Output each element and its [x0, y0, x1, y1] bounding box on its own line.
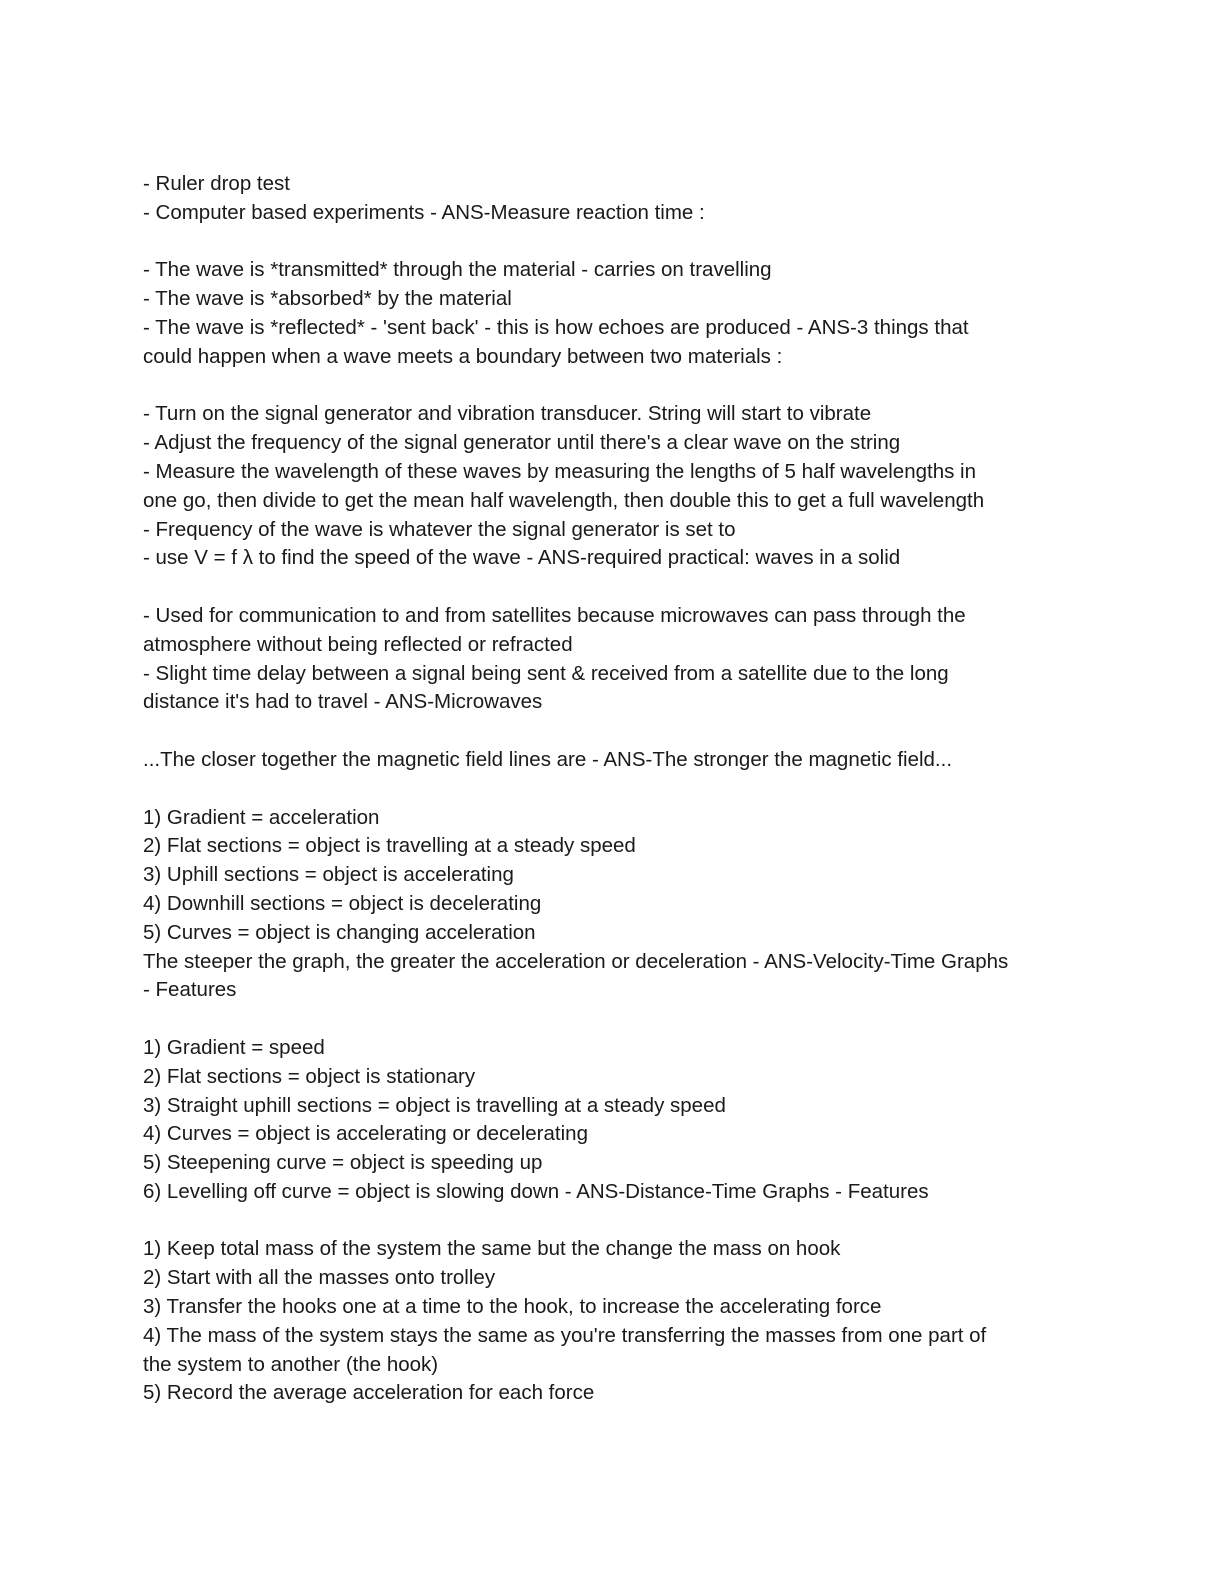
paragraph-gap: [143, 573, 1083, 602]
text-line: - Frequency of the wave is whatever the signal generator is set to: [143, 517, 736, 541]
paragraph-gap: [143, 1005, 1083, 1034]
text-line: - Slight time delay between a signal being sent & received from a satellite due to the long: [143, 661, 949, 685]
text-line: 5) Curves = object is changing acceleration: [143, 920, 536, 944]
text-line: 2) Flat sections = object is travelling at a steady speed: [143, 834, 636, 858]
text-line: 4) Downhill sections = object is decelerating: [143, 891, 542, 915]
text-line: 2) Start with all the masses onto trolley: [143, 1266, 496, 1290]
text-line: 1) Keep total mass of the system the same but the change the mass on hook: [143, 1237, 841, 1261]
text-line: distance it's had to travel - ANS-Microwaves: [143, 690, 543, 714]
text-line: 3) Transfer the hooks one at a time to the hook, to increase the accelerating force: [143, 1295, 882, 1319]
paragraph-gap: [143, 372, 1083, 401]
text-line: - Computer based experiments - ANS-Measure reaction time :: [143, 200, 705, 224]
paragraph-gap: [143, 228, 1083, 257]
paragraph-reaction-time: [143, 170, 1083, 228]
paragraph-gap: [143, 1207, 1083, 1236]
paragraph-microwaves: [143, 602, 1083, 717]
text-line: 4) The mass of the system stays the same as you're transferring the masses from one part of: [143, 1323, 987, 1347]
text-line: - Features: [143, 978, 237, 1002]
text-line: 4) Curves = object is accelerating or decelerating: [143, 1122, 588, 1146]
document-page: [143, 170, 1083, 1408]
text-line: one go, then divide to get the mean half wavelength, then double this to get a full wavelength: [143, 488, 985, 512]
text-line: 2) Flat sections = object is stationary: [143, 1064, 476, 1088]
paragraph-gap: [143, 717, 1083, 746]
text-line: 1) Gradient = acceleration: [143, 805, 380, 829]
text-line: could happen when a wave meets a boundary between two materials :: [143, 344, 783, 368]
paragraph-magnetic-field: [143, 746, 1083, 775]
text-line: - The wave is *absorbed* by the material: [143, 287, 512, 311]
paragraph-waves-in-solid: [143, 400, 1083, 573]
text-line: 6) Levelling off curve = object is slowing down - ANS-Distance-Time Graphs - Features: [143, 1179, 929, 1203]
text-line: The steeper the graph, the greater the acceleration or deceleration - ANS-Velocity-Time Graphs: [143, 949, 1009, 973]
paragraph-velocity-time: [143, 804, 1083, 1006]
text-line: - use V = f λ to find the speed of the wave - ANS-required practical: waves in a solid: [143, 546, 901, 570]
paragraph-distance-time: [143, 1034, 1083, 1207]
text-line: - Adjust the frequency of the signal generator until there's a clear wave on the string: [143, 431, 901, 455]
text-line: - Ruler drop test: [143, 172, 290, 195]
text-line: - Measure the wavelength of these waves by measuring the lengths of 5 half wavelengths in: [143, 459, 977, 483]
text-line: 5) Record the average acceleration for each force: [143, 1381, 595, 1405]
text-line: the system to another (the hook): [143, 1352, 439, 1376]
text-line: - Turn on the signal generator and vibration transducer. String will start to vibrate: [143, 402, 872, 426]
text-line: - The wave is *reflected* - 'sent back' - this is how echoes are produced - ANS-3 things that: [143, 315, 969, 339]
text-line: 1) Gradient = speed: [143, 1035, 325, 1059]
text-line: - The wave is *transmitted* through the material - carries on travelling: [143, 258, 772, 282]
paragraph-force-acceleration: [143, 1235, 1083, 1408]
paragraph-gap: [143, 775, 1083, 804]
paragraph-wave-boundary: [143, 256, 1083, 371]
text-line: 5) Steepening curve = object is speeding up: [143, 1151, 543, 1175]
text-line: ...The closer together the magnetic field lines are - ANS-The stronger the magnetic field...: [143, 747, 953, 771]
text-line: 3) Uphill sections = object is accelerating: [143, 863, 514, 887]
text-line: 3) Straight uphill sections = object is travelling at a steady speed: [143, 1093, 726, 1117]
text-line: atmosphere without being reflected or refracted: [143, 632, 573, 656]
text-line: - Used for communication to and from satellites because microwaves can pass through the: [143, 603, 966, 627]
